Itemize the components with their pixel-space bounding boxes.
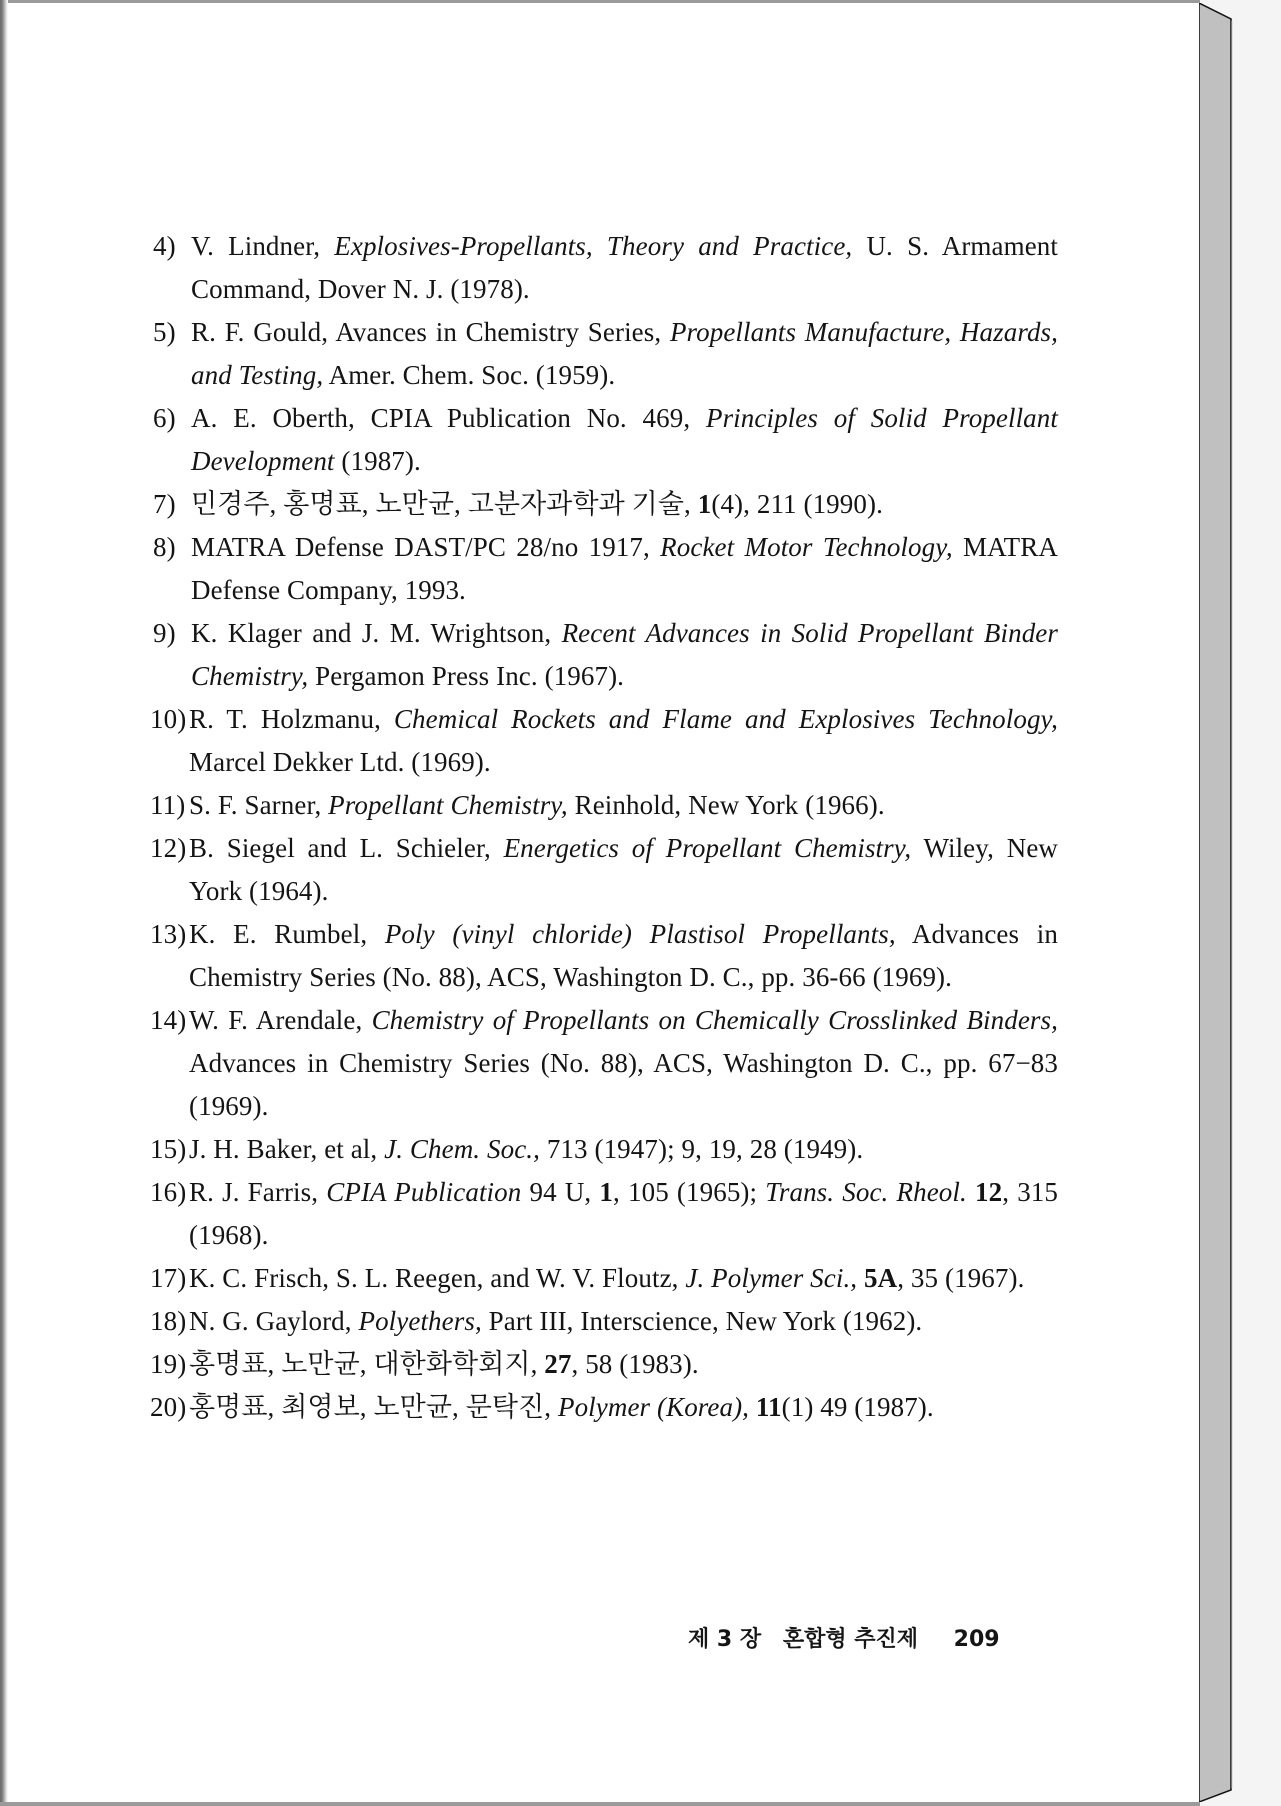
reference-item xyxy=(153,311,1058,397)
reference-segment: K. Klager and J. M. Wrightson, xyxy=(191,618,562,648)
page-bottom-border xyxy=(0,1802,1200,1806)
reference-item xyxy=(150,1300,1058,1343)
reference-number: 15) xyxy=(150,1134,187,1164)
reference-segment: 11 xyxy=(755,1392,782,1422)
reference-text xyxy=(189,698,1058,784)
reference-text xyxy=(191,397,1058,483)
reference-text xyxy=(191,612,1058,698)
reference-segment: 민경주, 홍명표, 노만균, 고분자과학과 기술, xyxy=(191,489,698,519)
reference-number: 4) xyxy=(153,231,176,261)
reference-segment: W. F. Arendale, xyxy=(189,1005,372,1035)
reference-item xyxy=(150,1171,1058,1257)
reference-segment: 12 xyxy=(975,1177,1003,1207)
reference-text xyxy=(189,1128,1058,1171)
reference-item xyxy=(153,612,1058,698)
reference-number: 8) xyxy=(153,532,176,562)
reference-segment: V. Lindner, xyxy=(191,231,335,261)
reference-segment: Energetics of Propellant Chemistry, xyxy=(503,833,912,863)
reference-segment: MATRA Defense DAST/PC 28/no 1917, xyxy=(191,532,661,562)
reference-number: 20) xyxy=(150,1392,187,1422)
reference-segment: Explosives-Propellants, Theory and Practice, xyxy=(334,231,853,261)
reference-item xyxy=(153,225,1058,311)
reference-text xyxy=(189,1171,1058,1257)
reference-segment: Poly (vinyl chloride) Plastisol Propellants, xyxy=(384,919,896,949)
reference-text xyxy=(189,1300,1058,1343)
reference-segment: 27 xyxy=(544,1349,572,1379)
reference-number: 18) xyxy=(150,1306,187,1336)
reference-segment: (4), 211 (1990). xyxy=(711,489,883,519)
page-number: 209 xyxy=(953,1627,1000,1652)
book-page xyxy=(8,3,1199,1802)
reference-text xyxy=(189,784,1058,827)
reference-text xyxy=(189,999,1058,1128)
reference-segment: S. F. Sarner, xyxy=(189,790,329,820)
reference-segment: 94 U, xyxy=(521,1177,600,1207)
reference-item xyxy=(150,913,1058,999)
reference-item xyxy=(153,397,1058,483)
reference-segment: Pergamon Press Inc. (1967). xyxy=(308,661,625,691)
reference-item xyxy=(153,526,1058,612)
reference-number: 14) xyxy=(150,1005,187,1035)
reference-segment: 1 xyxy=(697,489,712,519)
reference-number: 7) xyxy=(153,489,176,519)
reference-item xyxy=(150,698,1058,784)
reference-segment: (1987). xyxy=(334,446,421,476)
reference-segment: Amer. Chem. Soc. (1959). xyxy=(323,360,616,390)
reference-text xyxy=(191,311,1058,397)
reference-segment: 홍명표, 노만균, 대한화학회지, xyxy=(189,1349,545,1379)
running-footer xyxy=(688,1622,1028,1653)
chapter-title: 혼합형 추진제 xyxy=(782,1627,918,1652)
reference-segment: (1) 49 (1987). xyxy=(781,1392,934,1422)
reference-item xyxy=(150,827,1058,913)
reference-number: 6) xyxy=(153,403,176,433)
reference-segment: Rocket Motor Technology, xyxy=(660,532,953,562)
reference-number: 11) xyxy=(150,790,186,820)
reference-number: 13) xyxy=(150,919,187,949)
page-thickness-edge xyxy=(1199,3,1233,1802)
reference-segment: Principles of Solid Propellant Development xyxy=(191,403,1058,476)
reference-segment: Chemistry of Propellants on Chemically Crosslinked Binders, xyxy=(371,1005,1058,1035)
reference-segment xyxy=(857,1263,864,1293)
reference-segment: Marcel Dekker Ltd. (1969). xyxy=(189,747,491,777)
reference-text xyxy=(189,1257,1058,1300)
chapter-label: 제 3 장 xyxy=(688,1627,762,1652)
reference-segment: J. Chem. Soc., xyxy=(384,1134,540,1164)
reference-text xyxy=(191,483,1058,526)
reference-number: 10) xyxy=(150,704,187,734)
reference-segment: R. J. Farris, xyxy=(189,1177,327,1207)
page-left-border xyxy=(0,0,8,1806)
reference-item xyxy=(153,483,1058,526)
reference-segment: , 105 (1965); xyxy=(613,1177,766,1207)
reference-segment: CPIA Publication xyxy=(326,1177,522,1207)
reference-item xyxy=(150,1386,1058,1429)
reference-segment: A. E. Oberth, CPIA Publication No. 469, xyxy=(191,403,706,433)
reference-segment: J. H. Baker, et al, xyxy=(189,1134,385,1164)
reference-number: 5) xyxy=(153,317,176,347)
reference-number: 17) xyxy=(150,1263,187,1293)
reference-item xyxy=(150,1128,1058,1171)
reference-segment: MATRA Defense Company, 1993. xyxy=(191,532,1058,605)
reference-item xyxy=(150,1257,1058,1300)
reference-text xyxy=(191,225,1058,311)
reference-text xyxy=(191,526,1058,612)
reference-segment: 홍명표, 최영보, 노만균, 문탁진, xyxy=(189,1392,558,1422)
reference-segment: Wiley, New York (1964). xyxy=(189,833,1058,906)
page-edge-shape xyxy=(1199,3,1233,1802)
reference-item xyxy=(150,784,1058,827)
reference-segment: 713 (1947); 9, 19, 28 (1949). xyxy=(539,1134,864,1164)
reference-segment: Recent Advances in Solid Propellant Binder Chemistry, xyxy=(191,618,1058,691)
reference-segment: Propellant Chemistry, xyxy=(328,790,568,820)
reference-number: 16) xyxy=(150,1177,187,1207)
reference-segment: 1 xyxy=(599,1177,614,1207)
reference-segment: Advances in Chemistry Series (No. 88), ACS, Washington D. C., pp. 36-66 (1969). xyxy=(189,919,1058,992)
reference-segment: , 35 (1967). xyxy=(897,1263,1025,1293)
reference-number: 19) xyxy=(150,1349,187,1379)
reference-segment: Polymer (Korea), xyxy=(557,1392,750,1422)
reference-segment: , 315 (1968). xyxy=(189,1177,1058,1250)
reference-segment: K. E. Rumbel, xyxy=(189,919,385,949)
reference-text xyxy=(189,1343,1058,1386)
reference-segment: B. Siegel and L. Schieler, xyxy=(189,833,504,863)
reference-number: 9) xyxy=(153,618,176,648)
reference-item xyxy=(150,1343,1058,1386)
references-list xyxy=(150,225,1058,1429)
reference-item xyxy=(150,999,1058,1128)
reference-segment: Trans. Soc. Rheol. xyxy=(765,1177,967,1207)
reference-segment: Polyethers, xyxy=(358,1306,482,1336)
reference-segment xyxy=(967,1177,975,1207)
reference-segment: R. F. Gould, Avances in Chemistry Series, xyxy=(191,317,670,347)
reference-segment: Reinhold, New York (1966). xyxy=(567,790,885,820)
reference-text xyxy=(189,827,1058,913)
reference-segment: N. G. Gaylord, xyxy=(189,1306,359,1336)
reference-segment: , 58 (1983). xyxy=(571,1349,699,1379)
reference-segment: Part III, Interscience, New York (1962). xyxy=(481,1306,923,1336)
reference-segment: U. S. Armament Command, Dover N. J. (1978). xyxy=(191,231,1058,304)
reference-segment: K. C. Frisch, S. L. Reegen, and W. V. Floutz, xyxy=(189,1263,686,1293)
reference-segment: J. Polymer Sci., xyxy=(685,1263,858,1293)
reference-segment: R. T. Holzmanu, xyxy=(189,704,394,734)
reference-segment: Propellants Manufacture, Hazards, and Testing, xyxy=(191,317,1058,390)
reference-text xyxy=(189,1386,1058,1429)
reference-text xyxy=(189,913,1058,999)
reference-segment: Advances in Chemistry Series (No. 88), ACS, Washington D. C., pp. 67−83 (1969). xyxy=(189,1048,1058,1121)
reference-number: 12) xyxy=(150,833,187,863)
reference-segment xyxy=(749,1392,756,1422)
reference-segment: 5A xyxy=(864,1263,898,1293)
reference-segment: Chemical Rockets and Flame and Explosives Technology, xyxy=(393,704,1058,734)
